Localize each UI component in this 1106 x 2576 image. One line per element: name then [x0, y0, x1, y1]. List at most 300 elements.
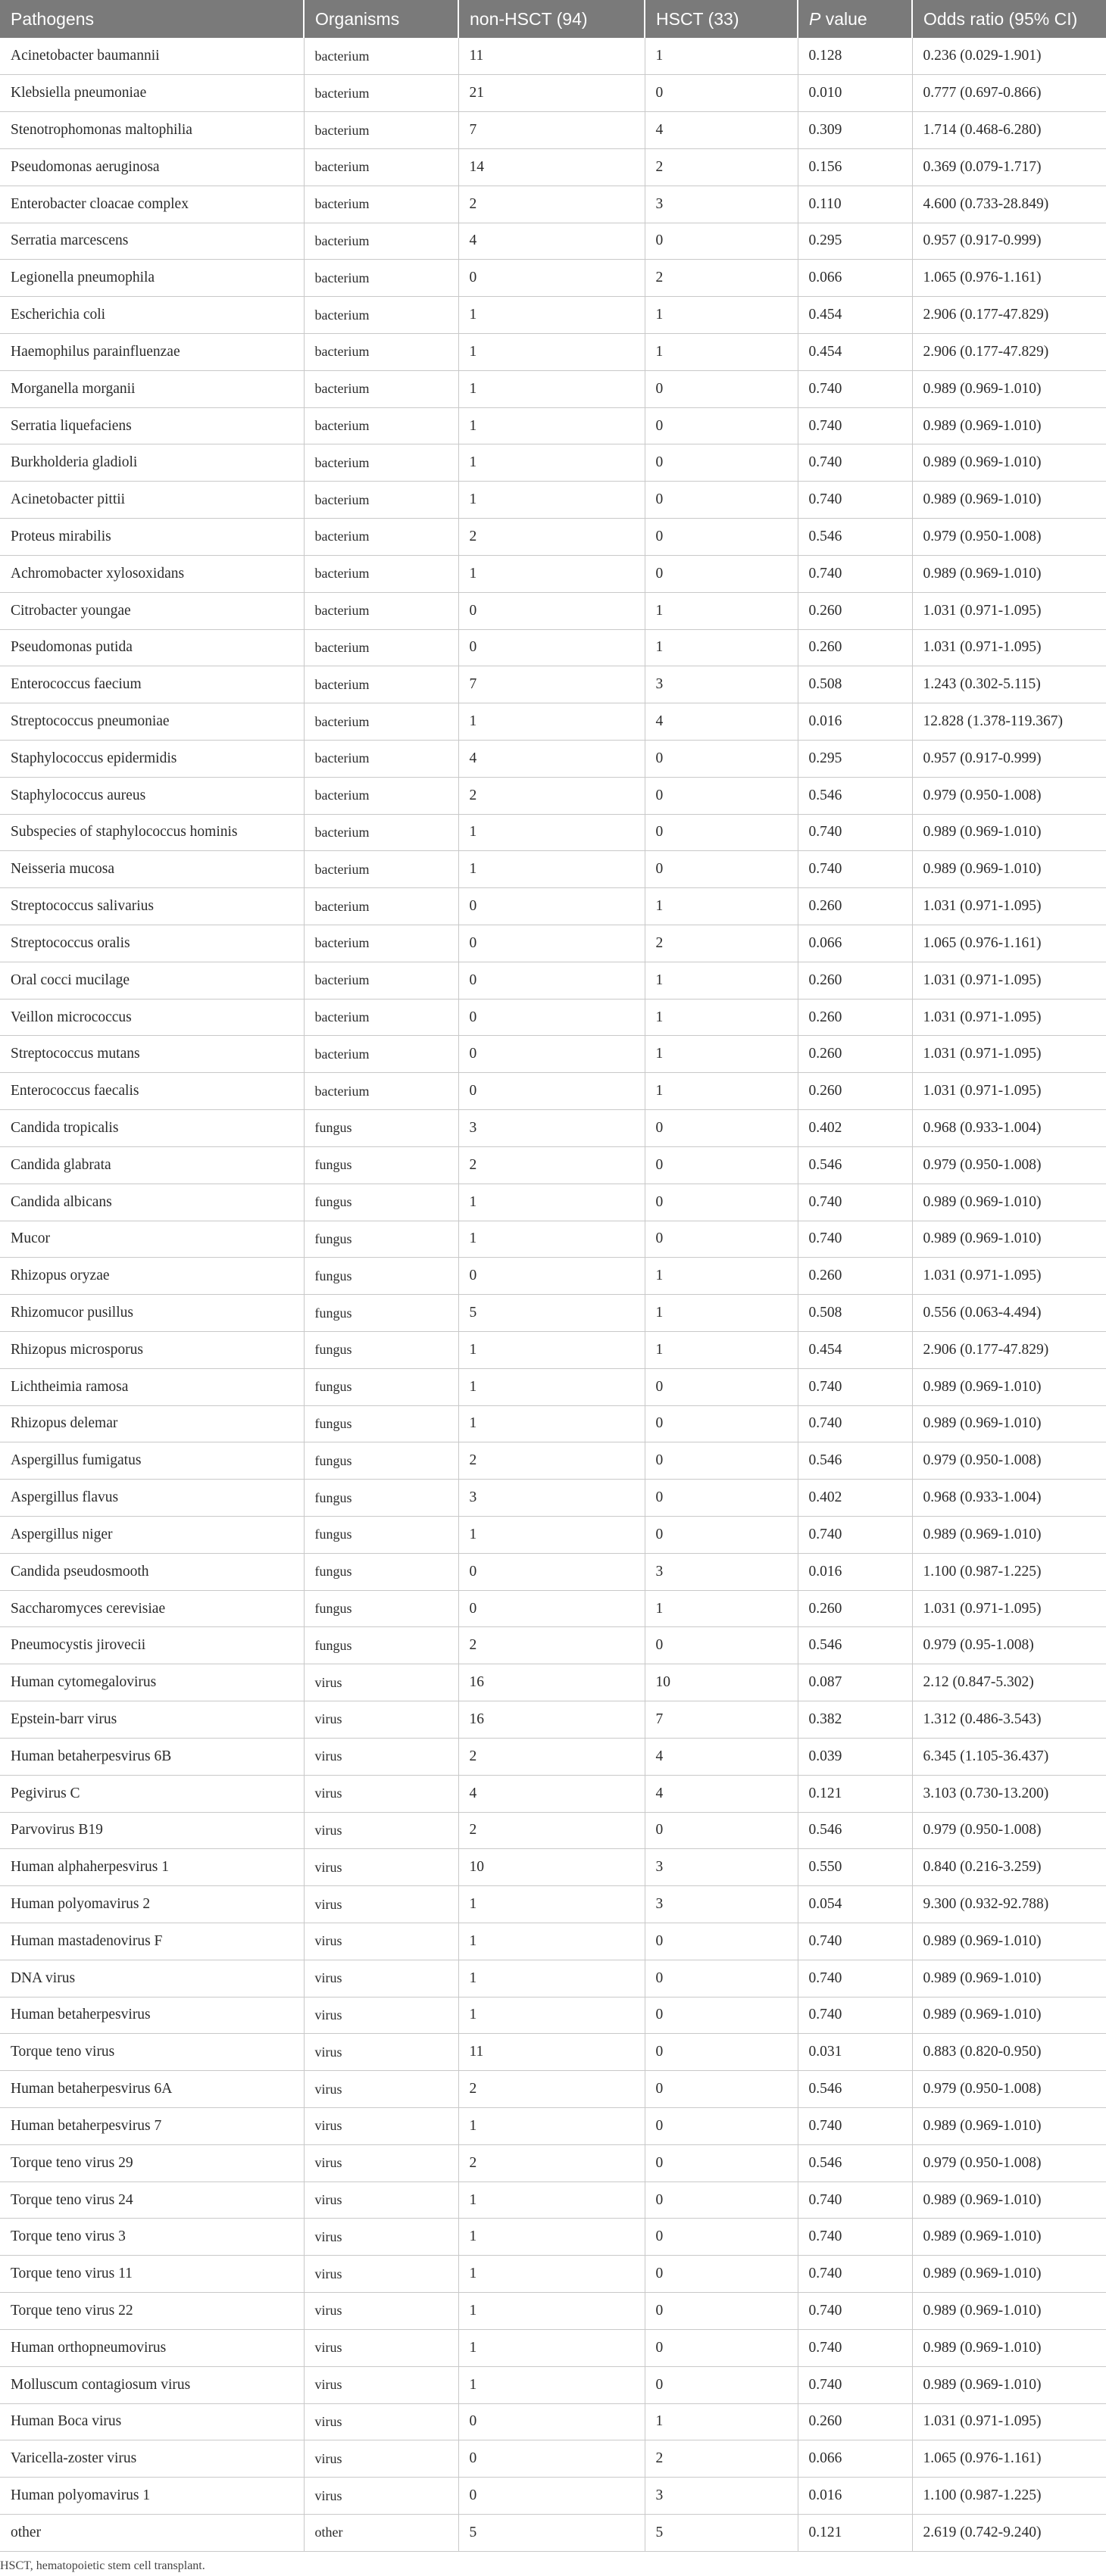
- hsct-cell: 2: [645, 925, 798, 962]
- hsct-cell: 0: [645, 1812, 798, 1849]
- table-row: [0, 1960, 1106, 1997]
- table-row: [0, 1184, 1106, 1221]
- pathogen-cell: Human polyomavirus 1: [0, 2478, 304, 2515]
- non-hsct-cell: 5: [458, 2514, 645, 2551]
- table-row: [0, 1036, 1106, 1073]
- pathogen-cell: Serratia liquefaciens: [0, 407, 304, 444]
- header-organisms: Organisms: [304, 0, 458, 38]
- p-value-cell: 0.740: [798, 2219, 912, 2256]
- hsct-cell: 0: [645, 2293, 798, 2330]
- table-row: [0, 186, 1106, 223]
- table-row: [0, 1553, 1106, 1590]
- table-row: [0, 2514, 1106, 2551]
- organism-cell: bacterium: [304, 1036, 458, 1073]
- pathogen-cell: Streptococcus oralis: [0, 925, 304, 962]
- non-hsct-cell: 1: [458, 444, 645, 482]
- organism-cell: bacterium: [304, 186, 458, 223]
- table-row: [0, 1258, 1106, 1295]
- odds-ratio-cell: 0.979 (0.950-1.008): [912, 1146, 1106, 1184]
- organism-cell: virus: [304, 1960, 458, 1997]
- organism-cell: virus: [304, 1849, 458, 1886]
- non-hsct-cell: 2: [458, 1627, 645, 1664]
- hsct-cell: 0: [645, 75, 798, 112]
- odds-ratio-cell: 0.989 (0.969-1.010): [912, 2293, 1106, 2330]
- hsct-cell: 1: [645, 38, 798, 75]
- hsct-cell: 0: [645, 223, 798, 260]
- p-value-cell: 0.740: [798, 2329, 912, 2366]
- organism-cell: bacterium: [304, 629, 458, 666]
- organism-cell: virus: [304, 2181, 458, 2219]
- p-value-cell: 0.546: [798, 777, 912, 814]
- organism-cell: fungus: [304, 1627, 458, 1664]
- hsct-cell: 0: [645, 519, 798, 556]
- p-value-cell: 0.454: [798, 334, 912, 371]
- non-hsct-cell: 1: [458, 407, 645, 444]
- hsct-cell: 0: [645, 444, 798, 482]
- pathogen-cell: Subspecies of staphylococcus hominis: [0, 814, 304, 851]
- hsct-cell: 0: [645, 851, 798, 888]
- non-hsct-cell: 0: [458, 999, 645, 1036]
- table-row: [0, 740, 1106, 777]
- table-row: [0, 370, 1106, 407]
- table-row: [0, 2071, 1106, 2108]
- odds-ratio-cell: 0.968 (0.933-1.004): [912, 1480, 1106, 1517]
- table-row: [0, 2144, 1106, 2181]
- p-value-cell: 0.454: [798, 1331, 912, 1368]
- non-hsct-cell: 2: [458, 2144, 645, 2181]
- table-row: [0, 223, 1106, 260]
- table-row: [0, 1849, 1106, 1886]
- pathogen-cell: Oral cocci mucilage: [0, 962, 304, 999]
- table-row: [0, 334, 1106, 371]
- pathogen-cell: Saccharomyces cerevisiae: [0, 1590, 304, 1627]
- hsct-cell: 0: [645, 1184, 798, 1221]
- organism-cell: virus: [304, 1923, 458, 1960]
- non-hsct-cell: 1: [458, 1960, 645, 1997]
- pathogen-cell: Staphylococcus aureus: [0, 777, 304, 814]
- table-row: [0, 444, 1106, 482]
- odds-ratio-cell: 1.031 (0.971-1.095): [912, 1036, 1106, 1073]
- p-value-cell: 0.260: [798, 999, 912, 1036]
- organism-cell: bacterium: [304, 444, 458, 482]
- odds-ratio-cell: 1.100 (0.987-1.225): [912, 2478, 1106, 2515]
- organism-cell: bacterium: [304, 482, 458, 519]
- pathogen-cell: Enterococcus faecalis: [0, 1073, 304, 1110]
- organism-cell: bacterium: [304, 999, 458, 1036]
- table-row: [0, 1405, 1106, 1442]
- table-row: [0, 703, 1106, 741]
- hsct-cell: 0: [645, 777, 798, 814]
- hsct-cell: 0: [645, 1405, 798, 1442]
- odds-ratio-cell: 0.979 (0.950-1.008): [912, 777, 1106, 814]
- non-hsct-cell: 0: [458, 629, 645, 666]
- hsct-cell: 4: [645, 1775, 798, 1812]
- pathogen-cell: Neisseria mucosa: [0, 851, 304, 888]
- pathogen-cell: Candida albicans: [0, 1184, 304, 1221]
- table-row: [0, 2403, 1106, 2440]
- non-hsct-cell: 0: [458, 1036, 645, 1073]
- pathogen-cell: Candida tropicalis: [0, 1110, 304, 1147]
- pathogen-cell: Human alphaherpesvirus 1: [0, 1849, 304, 1886]
- pathogen-cell: Human mastadenovirus F: [0, 1923, 304, 1960]
- non-hsct-cell: 2: [458, 1442, 645, 1480]
- odds-ratio-cell: 0.236 (0.029-1.901): [912, 38, 1106, 75]
- hsct-cell: 1: [645, 888, 798, 925]
- organism-cell: virus: [304, 2108, 458, 2145]
- p-value-cell: 0.740: [798, 370, 912, 407]
- odds-ratio-cell: 2.12 (0.847-5.302): [912, 1664, 1106, 1701]
- table-row: [0, 148, 1106, 186]
- pathogen-cell: Streptococcus mutans: [0, 1036, 304, 1073]
- hsct-cell: 1: [645, 1295, 798, 1332]
- hsct-cell: 0: [645, 1110, 798, 1147]
- table-row: [0, 1886, 1106, 1923]
- hsct-cell: 3: [645, 1553, 798, 1590]
- table-row: [0, 1110, 1106, 1147]
- organism-cell: bacterium: [304, 703, 458, 741]
- organism-cell: bacterium: [304, 260, 458, 297]
- p-value-cell: 0.740: [798, 1221, 912, 1258]
- table-row: [0, 2256, 1106, 2293]
- p-value-cell: 0.016: [798, 2478, 912, 2515]
- organism-cell: fungus: [304, 1295, 458, 1332]
- table-row: [0, 666, 1106, 703]
- non-hsct-cell: 4: [458, 223, 645, 260]
- p-value-cell: 0.260: [798, 962, 912, 999]
- organism-cell: virus: [304, 2478, 458, 2515]
- hsct-cell: 10: [645, 1664, 798, 1701]
- odds-ratio-cell: 1.031 (0.971-1.095): [912, 962, 1106, 999]
- odds-ratio-cell: 0.989 (0.969-1.010): [912, 2366, 1106, 2403]
- pathogen-cell: Staphylococcus epidermidis: [0, 740, 304, 777]
- table-row: [0, 1517, 1106, 1554]
- organism-cell: bacterium: [304, 38, 458, 75]
- organism-cell: fungus: [304, 1517, 458, 1554]
- non-hsct-cell: 4: [458, 740, 645, 777]
- pathogen-cell: Escherichia coli: [0, 297, 304, 334]
- organism-cell: virus: [304, 1997, 458, 2034]
- table-row: [0, 2219, 1106, 2256]
- p-value-cell: 0.546: [798, 2144, 912, 2181]
- odds-ratio-cell: 0.840 (0.216-3.259): [912, 1849, 1106, 1886]
- odds-ratio-cell: 1.243 (0.302-5.115): [912, 666, 1106, 703]
- table-row: [0, 75, 1106, 112]
- table-row: [0, 2181, 1106, 2219]
- hsct-cell: 0: [645, 1480, 798, 1517]
- non-hsct-cell: 0: [458, 925, 645, 962]
- non-hsct-cell: 1: [458, 2219, 645, 2256]
- p-value-cell: 0.740: [798, 814, 912, 851]
- odds-ratio-cell: 2.619 (0.742-9.240): [912, 2514, 1106, 2551]
- hsct-cell: 1: [645, 1073, 798, 1110]
- non-hsct-cell: 11: [458, 2034, 645, 2071]
- p-value-cell: 0.740: [798, 555, 912, 592]
- pathogen-cell: Haemophilus parainfluenzae: [0, 334, 304, 371]
- p-value-cell: 0.740: [798, 1405, 912, 1442]
- organism-cell: fungus: [304, 1368, 458, 1405]
- hsct-cell: 0: [645, 482, 798, 519]
- odds-ratio-cell: 0.979 (0.950-1.008): [912, 2071, 1106, 2108]
- non-hsct-cell: 1: [458, 2293, 645, 2330]
- pathogen-cell: Rhizopus oryzae: [0, 1258, 304, 1295]
- organism-cell: fungus: [304, 1590, 458, 1627]
- non-hsct-cell: 7: [458, 666, 645, 703]
- p-value-cell: 0.054: [798, 1886, 912, 1923]
- table-row: [0, 2329, 1106, 2366]
- p-value-cell: 0.546: [798, 1442, 912, 1480]
- p-value-cell: 0.546: [798, 1627, 912, 1664]
- pathogen-cell: Pseudomonas aeruginosa: [0, 148, 304, 186]
- pathogen-cell: Rhizopus microsporus: [0, 1331, 304, 1368]
- non-hsct-cell: 0: [458, 2403, 645, 2440]
- table-row: [0, 1664, 1106, 1701]
- hsct-cell: 1: [645, 334, 798, 371]
- p-value-cell: 0.740: [798, 407, 912, 444]
- pathogen-cell: Parvovirus B19: [0, 1812, 304, 1849]
- table-header: [0, 0, 1106, 38]
- hsct-cell: 1: [645, 962, 798, 999]
- organism-cell: fungus: [304, 1553, 458, 1590]
- non-hsct-cell: 2: [458, 777, 645, 814]
- organism-cell: bacterium: [304, 112, 458, 149]
- p-value-cell: 0.031: [798, 2034, 912, 2071]
- odds-ratio-cell: 1.031 (0.971-1.095): [912, 1258, 1106, 1295]
- table-row: [0, 1775, 1106, 1812]
- non-hsct-cell: 1: [458, 1997, 645, 2034]
- odds-ratio-cell: 1.065 (0.976-1.161): [912, 2440, 1106, 2478]
- pathogen-cell: Human Boca virus: [0, 2403, 304, 2440]
- pathogen-cell: Enterococcus faecium: [0, 666, 304, 703]
- hsct-cell: 0: [645, 1442, 798, 1480]
- non-hsct-cell: 0: [458, 888, 645, 925]
- p-value-cell: 0.402: [798, 1110, 912, 1147]
- table-row: [0, 1738, 1106, 1775]
- pathogen-cell: Streptococcus pneumoniae: [0, 703, 304, 741]
- pathogen-cell: Aspergillus flavus: [0, 1480, 304, 1517]
- pathogen-cell: Stenotrophomonas maltophilia: [0, 112, 304, 149]
- hsct-cell: 0: [645, 1960, 798, 1997]
- non-hsct-cell: 1: [458, 2366, 645, 2403]
- table-row: [0, 1812, 1106, 1849]
- pathogen-cell: Serratia marcescens: [0, 223, 304, 260]
- hsct-cell: 0: [645, 2034, 798, 2071]
- hsct-cell: 1: [645, 1258, 798, 1295]
- odds-ratio-cell: 0.979 (0.950-1.008): [912, 1812, 1106, 1849]
- header-pathogens: Pathogens: [0, 0, 304, 38]
- p-value-cell: 0.550: [798, 1849, 912, 1886]
- p-value-cell: 0.260: [798, 629, 912, 666]
- non-hsct-cell: 1: [458, 555, 645, 592]
- table-row: [0, 260, 1106, 297]
- p-value-cell: 0.546: [798, 1812, 912, 1849]
- organism-cell: bacterium: [304, 334, 458, 371]
- odds-ratio-cell: 1.031 (0.971-1.095): [912, 592, 1106, 629]
- non-hsct-cell: 0: [458, 962, 645, 999]
- odds-ratio-cell: 1.031 (0.971-1.095): [912, 2403, 1106, 2440]
- organism-cell: bacterium: [304, 370, 458, 407]
- non-hsct-cell: 21: [458, 75, 645, 112]
- table-row: [0, 999, 1106, 1036]
- pathogen-cell: Rhizopus delemar: [0, 1405, 304, 1442]
- pathogen-cell: Pegivirus C: [0, 1775, 304, 1812]
- pathogen-cell: Human betaherpesvirus: [0, 1997, 304, 2034]
- organism-cell: bacterium: [304, 297, 458, 334]
- p-value-cell: 0.546: [798, 519, 912, 556]
- p-value-cell: 0.066: [798, 925, 912, 962]
- pathogen-cell: Torque teno virus: [0, 2034, 304, 2071]
- table-row: [0, 777, 1106, 814]
- header-hsct: HSCT (33): [645, 0, 798, 38]
- organism-cell: virus: [304, 2219, 458, 2256]
- p-value-cell: 0.039: [798, 1738, 912, 1775]
- table-row: [0, 2440, 1106, 2478]
- organism-cell: bacterium: [304, 223, 458, 260]
- odds-ratio-cell: 0.989 (0.969-1.010): [912, 1960, 1106, 1997]
- p-value-cell: 0.066: [798, 260, 912, 297]
- organism-cell: virus: [304, 1664, 458, 1701]
- pathogen-cell: Aspergillus niger: [0, 1517, 304, 1554]
- non-hsct-cell: 0: [458, 2440, 645, 2478]
- odds-ratio-cell: 0.957 (0.917-0.999): [912, 223, 1106, 260]
- table-row: [0, 1073, 1106, 1110]
- odds-ratio-cell: 1.065 (0.976-1.161): [912, 260, 1106, 297]
- non-hsct-cell: 1: [458, 1886, 645, 1923]
- non-hsct-cell: 1: [458, 334, 645, 371]
- hsct-cell: 4: [645, 1738, 798, 1775]
- organism-cell: virus: [304, 1701, 458, 1739]
- organism-cell: virus: [304, 1738, 458, 1775]
- hsct-cell: 0: [645, 1517, 798, 1554]
- odds-ratio-cell: 0.989 (0.969-1.010): [912, 444, 1106, 482]
- organism-cell: fungus: [304, 1442, 458, 1480]
- table-row: [0, 592, 1106, 629]
- organism-cell: virus: [304, 2034, 458, 2071]
- odds-ratio-cell: 0.979 (0.950-1.008): [912, 519, 1106, 556]
- hsct-cell: 2: [645, 260, 798, 297]
- table-row: [0, 2478, 1106, 2515]
- non-hsct-cell: 1: [458, 1184, 645, 1221]
- p-value-cell: 0.508: [798, 666, 912, 703]
- non-hsct-cell: 1: [458, 1923, 645, 1960]
- p-value-cell: 0.309: [798, 112, 912, 149]
- hsct-cell: 4: [645, 112, 798, 149]
- table-row: [0, 519, 1106, 556]
- pathogen-cell: Morganella morganii: [0, 370, 304, 407]
- hsct-cell: 3: [645, 2478, 798, 2515]
- organism-cell: fungus: [304, 1405, 458, 1442]
- hsct-cell: 0: [645, 2108, 798, 2145]
- table-row: [0, 1923, 1106, 1960]
- pathogen-cell: Proteus mirabilis: [0, 519, 304, 556]
- table-row: [0, 1701, 1106, 1739]
- pathogen-cell: Candida glabrata: [0, 1146, 304, 1184]
- pathogen-cell: Rhizomucor pusillus: [0, 1295, 304, 1332]
- non-hsct-cell: 2: [458, 1738, 645, 1775]
- p-value-cell: 0.121: [798, 2514, 912, 2551]
- pathogen-cell: Legionella pneumophila: [0, 260, 304, 297]
- non-hsct-cell: 1: [458, 2181, 645, 2219]
- hsct-cell: 0: [645, 407, 798, 444]
- table-row: [0, 112, 1106, 149]
- hsct-cell: 3: [645, 186, 798, 223]
- pathogen-cell: Torque teno virus 22: [0, 2293, 304, 2330]
- hsct-cell: 0: [645, 2329, 798, 2366]
- organism-cell: bacterium: [304, 407, 458, 444]
- odds-ratio-cell: 0.989 (0.969-1.010): [912, 1517, 1106, 1554]
- pathogen-cell: Torque teno virus 11: [0, 2256, 304, 2293]
- p-italic: P: [809, 8, 821, 29]
- organism-cell: bacterium: [304, 888, 458, 925]
- hsct-cell: 0: [645, 2219, 798, 2256]
- pathogen-cell: Achromobacter xylosoxidans: [0, 555, 304, 592]
- p-value-cell: 0.156: [798, 148, 912, 186]
- pathogen-cell: Veillon micrococcus: [0, 999, 304, 1036]
- table-row: [0, 851, 1106, 888]
- odds-ratio-cell: 4.600 (0.733-28.849): [912, 186, 1106, 223]
- non-hsct-cell: 7: [458, 112, 645, 149]
- hsct-cell: 1: [645, 999, 798, 1036]
- pathogen-cell: Human cytomegalovirus: [0, 1664, 304, 1701]
- hsct-cell: 1: [645, 629, 798, 666]
- table-row: [0, 2366, 1106, 2403]
- pathogen-cell: Citrobacter youngae: [0, 592, 304, 629]
- hsct-cell: 2: [645, 2440, 798, 2478]
- non-hsct-cell: 1: [458, 482, 645, 519]
- pathogen-cell: Klebsiella pneumoniae: [0, 75, 304, 112]
- hsct-cell: 0: [645, 1146, 798, 1184]
- hsct-cell: 4: [645, 703, 798, 741]
- odds-ratio-cell: 0.989 (0.969-1.010): [912, 1368, 1106, 1405]
- organism-cell: virus: [304, 2256, 458, 2293]
- non-hsct-cell: 1: [458, 1368, 645, 1405]
- organism-cell: virus: [304, 2403, 458, 2440]
- hsct-cell: 0: [645, 1368, 798, 1405]
- table-body: [0, 38, 1106, 2551]
- table-row: [0, 1368, 1106, 1405]
- pathogen-cell: Pseudomonas putida: [0, 629, 304, 666]
- organism-cell: fungus: [304, 1331, 458, 1368]
- pathogen-cell: other: [0, 2514, 304, 2551]
- odds-ratio-cell: 1.312 (0.486-3.543): [912, 1701, 1106, 1739]
- p-value-cell: 0.295: [798, 223, 912, 260]
- odds-ratio-cell: 0.968 (0.933-1.004): [912, 1110, 1106, 1147]
- pathogen-cell: Torque teno virus 3: [0, 2219, 304, 2256]
- non-hsct-cell: 2: [458, 519, 645, 556]
- non-hsct-cell: 16: [458, 1664, 645, 1701]
- p-value-cell: 0.260: [798, 888, 912, 925]
- organism-cell: virus: [304, 2144, 458, 2181]
- p-value-cell: 0.016: [798, 703, 912, 741]
- p-value-cell: 0.740: [798, 2293, 912, 2330]
- non-hsct-cell: 2: [458, 1812, 645, 1849]
- odds-ratio-cell: 3.103 (0.730-13.200): [912, 1775, 1106, 1812]
- p-value-cell: 0.382: [798, 1701, 912, 1739]
- p-value-cell: 0.740: [798, 851, 912, 888]
- table-row: [0, 1997, 1106, 2034]
- table-row: [0, 1442, 1106, 1480]
- organism-cell: fungus: [304, 1184, 458, 1221]
- hsct-cell: 5: [645, 2514, 798, 2551]
- pathogen-cell: Streptococcus salivarius: [0, 888, 304, 925]
- p-value-cell: 0.740: [798, 1923, 912, 1960]
- organism-cell: virus: [304, 2293, 458, 2330]
- organism-cell: bacterium: [304, 851, 458, 888]
- hsct-cell: 0: [645, 2181, 798, 2219]
- odds-ratio-cell: 0.369 (0.079-1.717): [912, 148, 1106, 186]
- non-hsct-cell: 0: [458, 1590, 645, 1627]
- header-odds-ratio: Odds ratio (95% CI): [912, 0, 1106, 38]
- table-row: [0, 962, 1106, 999]
